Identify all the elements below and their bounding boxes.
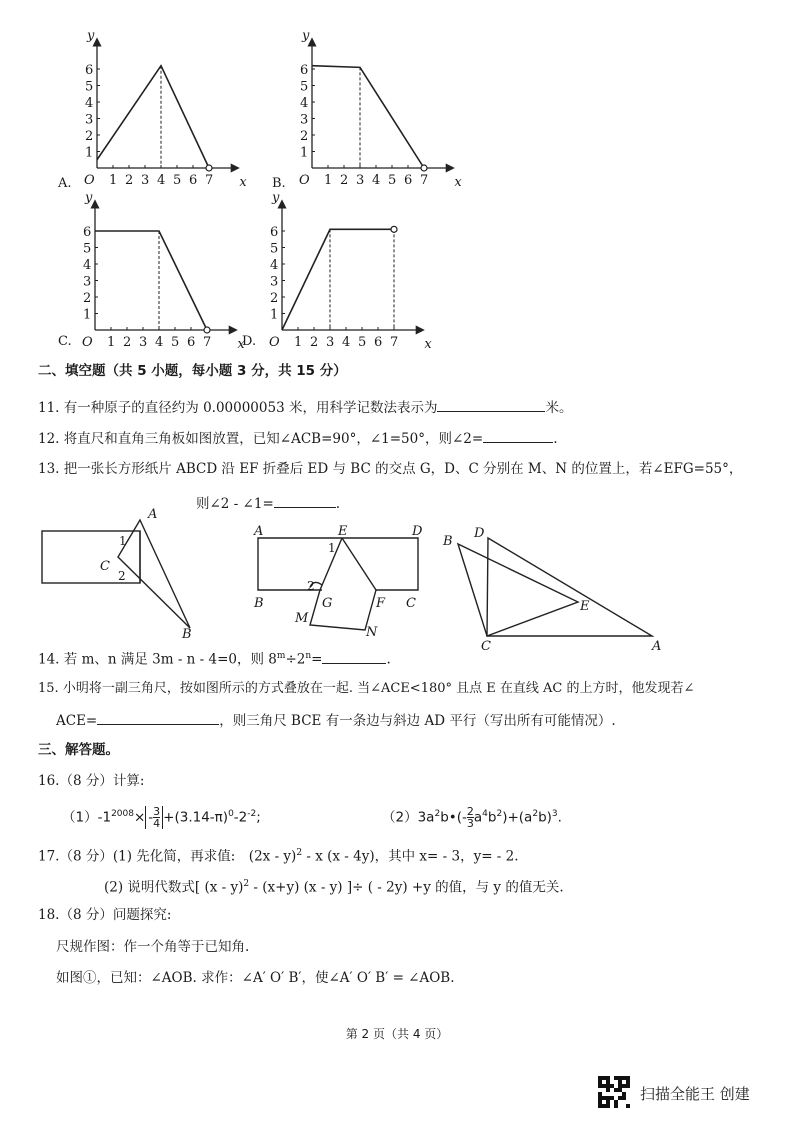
- y-tick-label: 4: [85, 96, 94, 111]
- fig3-label-B: B: [443, 534, 453, 549]
- x-axis-label: x: [424, 337, 432, 352]
- x-axis-label: x: [239, 175, 247, 190]
- question-13-line2: 则∠2 - ∠1= .: [196, 493, 340, 513]
- question-18-line2: 尺规作图：作一个角等于已知角.: [56, 939, 250, 955]
- choice-label: A.: [58, 176, 72, 191]
- x-tick-label: 2: [125, 173, 134, 188]
- fig2-label-B: B: [254, 596, 264, 611]
- fig2-label-F: F: [376, 596, 386, 611]
- question-15: 15. 小明将一副三角尺，按如图所示的方式叠放在一起. 当∠ACE<180° 且点 E 在直线 AC 的上方时，他发现若∠: [38, 681, 695, 696]
- x-axis-label: x: [237, 337, 245, 352]
- fig3-label-E: E: [580, 599, 590, 614]
- y-axis-label: y: [272, 190, 280, 206]
- x-tick-label: 6: [404, 173, 413, 188]
- answer-blank-11[interactable]: [437, 397, 545, 412]
- question-16-head: 16.（8 分）计算:: [38, 773, 145, 789]
- origin-label: O: [82, 335, 93, 350]
- x-tick-label: 4: [372, 173, 381, 188]
- y-tick-label: 1: [83, 307, 92, 323]
- y-tick-label: 4: [83, 258, 92, 273]
- y-tick-label: 6: [85, 63, 94, 78]
- fig2-label-M: M: [295, 611, 309, 626]
- y-tick-label: 2: [85, 129, 94, 144]
- x-tick-label: 4: [157, 173, 166, 188]
- fig1-label-2: 2: [118, 569, 126, 583]
- choice-label: C.: [58, 334, 72, 349]
- x-axis-label: x: [454, 175, 462, 190]
- x-tick-label: 1: [324, 173, 333, 188]
- y-tick-label: 1: [300, 145, 309, 161]
- y-tick-label: 2: [270, 291, 279, 306]
- y-tick-label: 5: [300, 79, 309, 95]
- x-tick-label: 7: [420, 173, 429, 188]
- x-tick-label: 2: [123, 335, 132, 350]
- y-tick-label: 6: [300, 63, 309, 78]
- x-tick-label: 1: [109, 173, 118, 188]
- origin-label: O: [84, 173, 95, 188]
- y-axis-label: y: [85, 190, 93, 206]
- fig2-label-C: C: [406, 596, 416, 611]
- x-tick-label: 5: [173, 173, 182, 188]
- watermark: 扫描全能王 创建: [640, 1085, 750, 1103]
- y-tick-label: 6: [270, 225, 279, 240]
- y-tick-label: 6: [83, 225, 92, 240]
- y-tick-label: 3: [300, 112, 309, 128]
- figure-folded-rectangle: [258, 538, 418, 630]
- x-tick-label: 2: [340, 173, 349, 188]
- x-tick-label: 6: [189, 173, 198, 188]
- x-tick-label: 6: [374, 335, 383, 350]
- x-tick-label: 7: [205, 173, 214, 188]
- x-tick-label: 7: [390, 335, 399, 350]
- question-15-line2: ACE= ，则三角尺 BCE 有一条边与斜边 AD 平行（写出所有可能情况）.: [56, 710, 616, 730]
- fig1-label-1: 1: [119, 534, 127, 548]
- question-14: 14. 若 m、n 满足 3m - n - 4=0，则 $8^m\div 2^n=$ .: [38, 647, 391, 669]
- y-tick-label: 1: [85, 145, 94, 161]
- x-tick-label: 5: [388, 173, 397, 188]
- x-tick-label: 7: [203, 335, 212, 350]
- question-13: 13. 把一张长方形纸片 ABCD 沿 EF 折叠后 ED 与 BC 的交点 G，D、C 分别在 M、N 的位置上，若∠EFG=55°，: [38, 461, 743, 477]
- choice-label: D.: [242, 334, 257, 349]
- x-tick-label: 4: [342, 335, 351, 350]
- fig3-label-A: A: [652, 639, 662, 654]
- figure-set-squares: [458, 538, 652, 636]
- y-tick-label: 4: [300, 96, 309, 111]
- fig1-label-A: A: [148, 507, 158, 522]
- question-17-part1: 17.（8 分）(1) 先化简，再求值: (2x - y)$^2$ - x (x - 4y)，其中 x= - 3，y= - 2.: [38, 848, 519, 865]
- x-tick-label: 2: [310, 335, 319, 350]
- y-axis-label: y: [302, 28, 310, 44]
- section-fill-in-title: 二、填空题（共 5 小题，每小题 3 分，共 15 分）: [38, 363, 347, 379]
- fig2-label-G: G: [322, 596, 333, 611]
- page-footer: 第 2 页（共 4 页）: [345, 1027, 449, 1041]
- y-tick-label: 2: [300, 129, 309, 144]
- fig2-label-D: D: [412, 524, 423, 539]
- question-17-part2: (2) 说明代数式[ (x - y)$^2$ - (x+y) (x - y) ]÷ ( - 2y) +y 的值，与 y 的值无关.: [104, 879, 564, 896]
- x-tick-label: 1: [294, 335, 303, 350]
- fig3-label-C: C: [481, 639, 491, 654]
- qr-code-icon: [598, 1076, 630, 1108]
- question-18-head: 18.（8 分）问题探究:: [38, 907, 172, 923]
- y-tick-label: 1: [270, 307, 279, 323]
- x-tick-label: 4: [155, 335, 164, 350]
- answer-blank-13[interactable]: [274, 493, 336, 508]
- choice-label: B.: [272, 176, 286, 191]
- y-tick-label: 4: [270, 258, 279, 273]
- fig1-label-C: C: [100, 559, 110, 574]
- fig2-label-E: E: [338, 524, 348, 539]
- question-16-part1: $(1)-1^{2008}\times$ - $\frac{3}{4}$ $+(3.14-\pi)^0-2^{-2}$;: [62, 805, 261, 830]
- y-tick-label: 3: [85, 112, 94, 128]
- origin-label: O: [299, 173, 310, 188]
- x-tick-label: 3: [326, 335, 335, 350]
- fig3-label-D: D: [474, 526, 485, 541]
- x-tick-label: 5: [358, 335, 367, 350]
- x-tick-label: 1: [107, 335, 116, 350]
- x-tick-label: 3: [356, 173, 365, 188]
- x-tick-label: 3: [141, 173, 150, 188]
- answer-blank-12[interactable]: [483, 428, 553, 443]
- y-tick-label: 5: [83, 241, 92, 257]
- x-tick-label: 6: [187, 335, 196, 350]
- y-tick-label: 2: [83, 291, 92, 306]
- x-tick-label: 5: [171, 335, 180, 350]
- question-11: 11. 有一种原子的直径约为 0.00000053 米，用科学记数法表示为 米。: [38, 397, 572, 417]
- section-answers-title: 三、解答题。: [38, 742, 119, 758]
- y-tick-label: 5: [85, 79, 94, 95]
- question-12: 12. 将直尺和直角三角板如图放置，已知∠ACB=90°，∠1=50°，则∠2= .: [38, 428, 557, 448]
- fig2-label-A: A: [254, 524, 264, 539]
- y-tick-label: 3: [270, 274, 279, 290]
- y-tick-label: 3: [83, 274, 92, 290]
- fig2-label-N: N: [366, 625, 378, 640]
- fig2-label-2: 2: [307, 579, 315, 593]
- question-16-part2: $(2)3a^2b•(-$ $\frac{2}{3}$ $a^4b^2)+(a^2b)^3$.: [382, 805, 562, 830]
- fig1-label-B: B: [182, 627, 192, 642]
- origin-label: O: [269, 335, 280, 350]
- y-axis-label: y: [87, 28, 95, 44]
- question-18-line3: 如图①，已知：∠AOB. 求作：∠A′ O′ B′，使∠A′ O′ B′ = ∠AOB.: [56, 970, 455, 986]
- y-tick-label: 5: [270, 241, 279, 257]
- x-tick-label: 3: [139, 335, 148, 350]
- answer-blank-15[interactable]: [97, 710, 219, 725]
- figure-ruler-triangle: [42, 520, 190, 628]
- answer-blank-14[interactable]: [322, 649, 386, 664]
- fig2-label-1: 1: [328, 541, 336, 555]
